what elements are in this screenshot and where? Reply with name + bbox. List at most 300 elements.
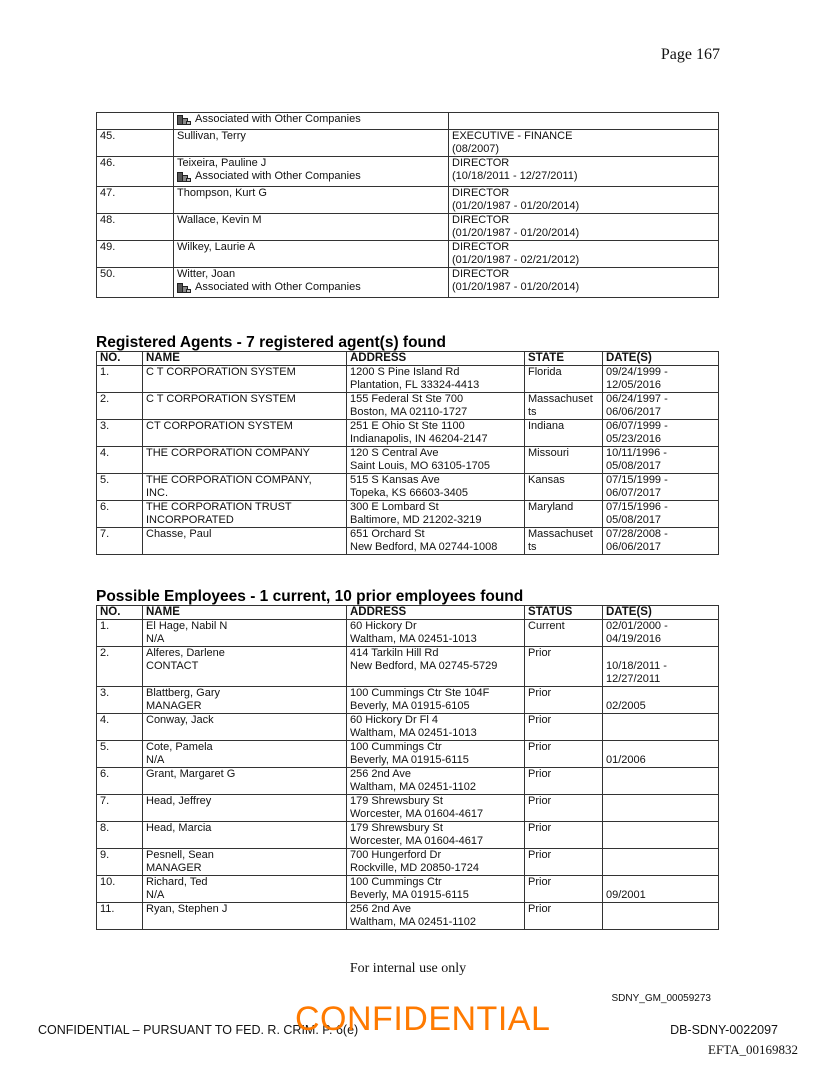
agent-name [143,474,347,501]
employee-name-line: Richard, Ted [146,876,208,888]
employee-status [525,876,603,903]
employee-number-text: 11. [100,903,115,915]
associated-companies-link[interactable] [177,113,361,126]
employee-date-line2 [606,862,715,875]
employee-date-line1 [606,647,715,660]
employee-number [97,768,143,795]
employee-dates [603,714,719,741]
employee-number [97,795,143,822]
agent-dates [603,366,719,393]
agent-state [525,393,603,420]
employee-status [525,714,603,741]
agent-state-line1: Kansas [528,474,565,486]
agent-address [347,474,525,501]
agent-date-end: 05/08/2017 [606,460,662,472]
employee-status-text: Current [528,620,565,632]
employee-status-text: Prior [528,822,552,834]
employee-number-text: 10. [100,876,116,888]
employee-address-line2: Beverly, MA 01915-6115 [350,754,469,766]
employee-date-line1 [606,822,715,835]
agent-address-line2: Boston, MA 02110-1727 [350,406,468,418]
employee-name-line: Head, Jeffrey [146,795,212,807]
employee-role-line [146,781,343,794]
agent-name-line2 [146,406,343,419]
employee-dates [603,647,719,687]
director-number-text: 45. [100,130,116,142]
employee-status-text: Prior [528,795,552,807]
employee-date-line2: 09/2001 [606,889,646,901]
agent-number-text: 5. [100,474,110,486]
employee-address [347,687,525,714]
agent-dates [603,474,719,501]
agent-name-line1: C T CORPORATION SYSTEM [146,366,296,378]
employee-status [525,620,603,647]
employee-row [97,687,719,714]
director-name: Sullivan, Terry [177,130,246,142]
agent-dates [603,501,719,528]
employee-name [143,741,347,768]
possible-employees-table [96,605,719,930]
employee-address-line2: Worcester, MA 01604-4617 [350,808,484,820]
employee-row [97,903,719,930]
director-title: EXECUTIVE - FINANCE [452,130,573,142]
employee-address [347,647,525,687]
agent-state-line2 [528,433,599,446]
agent-state [525,501,603,528]
employee-address-line2: Waltham, MA 02451-1013 [350,727,477,739]
employee-number [97,647,143,687]
director-number-text: 48. [100,214,116,226]
employee-row [97,620,719,647]
employee-date-line3: 12/27/2011 [606,673,661,685]
employee-dates [603,849,719,876]
director-title: DIRECTOR [452,187,510,199]
employee-address-line2: Beverly, MA 01915-6105 [350,700,470,712]
associated-companies-link[interactable] [177,281,361,294]
agent-date-end: 06/06/2017 [606,406,662,418]
director-name: Wallace, Kevin M [177,214,262,226]
agent-address [347,501,525,528]
employee-date-line2 [606,727,715,740]
agent-address-line1: 515 S Kansas Ave [350,474,440,486]
director-name-cell [174,241,449,268]
employee-number [97,714,143,741]
agent-state-line2 [528,379,599,392]
employee-role-line: N/A [146,754,165,766]
employee-status [525,822,603,849]
director-number [97,268,174,298]
director-dates: (01/20/1987 - 01/20/2014) [452,281,580,293]
employee-status [525,647,603,687]
director-name-cell [174,113,449,130]
agent-name-line1: THE CORPORATION COMPANY [146,447,310,459]
director-dates: (01/20/1987 - 01/20/2014) [452,200,580,212]
employee-name [143,768,347,795]
director-title-cell [449,113,719,130]
agent-name [143,447,347,474]
agent-address-line2: Topeka, KS 66603-3405 [350,487,469,499]
agents-col-dates: DATE(S) [603,352,719,366]
agent-name-line1: THE CORPORATION COMPANY, [146,474,312,486]
director-title: DIRECTOR [452,241,510,253]
employee-number-text: 6. [100,768,110,780]
agent-address-line1: 651 Orchard St [350,528,425,540]
agent-number [97,366,143,393]
employee-number [97,876,143,903]
employee-status-text: Prior [528,647,552,659]
employee-name-line: Cote, Pamela [146,741,213,753]
employee-address-line1: 179 Shrewsbury St [350,822,443,834]
director-title: DIRECTOR [452,214,510,226]
employee-number-text: 8. [100,822,110,834]
employee-number [97,741,143,768]
associated-companies-label: Associated with Other Companies [195,170,361,182]
agent-number-text: 3. [100,420,110,432]
employee-address [347,903,525,930]
agent-name-line1: THE CORPORATION TRUST [146,501,292,513]
employee-date-line1 [606,876,715,889]
employee-name-line: Ryan, Stephen J [146,903,228,915]
employee-number [97,620,143,647]
employee-date-line2 [606,808,715,821]
employee-name [143,822,347,849]
agent-name-line2 [146,460,343,473]
director-number [97,214,174,241]
employee-role-line [146,727,343,740]
agent-date-end: 05/08/2017 [606,514,662,526]
employee-status-text: Prior [528,741,552,753]
agent-name-line1: Chasse, Paul [146,528,212,540]
employee-role-line: N/A [146,633,165,645]
director-title-cell [449,187,719,214]
employees-col-address: ADDRESS [347,606,525,620]
employee-date-line2: 10/18/2011 - [606,660,667,672]
employee-dates [603,768,719,795]
agent-dates [603,393,719,420]
employee-status [525,741,603,768]
employee-status-text: Prior [528,768,552,780]
director-title: DIRECTOR [452,268,510,280]
employee-status [525,687,603,714]
agent-date-start: 09/24/1999 - [606,366,668,378]
agent-state [525,447,603,474]
employee-address-line2: Waltham, MA 02451-1102 [350,781,476,793]
director-number [97,157,174,187]
internal-use-notice: For internal use only [349,961,467,976]
agent-address-line1: 1200 S Pine Island Rd [350,366,460,378]
employee-number-text: 9. [100,849,110,861]
employee-name-line: Blattberg, Gary [146,687,220,699]
agent-number-text: 4. [100,447,110,459]
agent-row [97,474,719,501]
agent-address [347,447,525,474]
agent-name-line2: INC. [146,487,168,499]
employee-date-line1 [606,741,715,754]
employee-name-line: Alferes, Darlene [146,647,225,659]
director-name-cell [174,214,449,241]
employee-name-line: Conway, Jack [146,714,214,726]
employee-address-line2: Beverly, MA 01915-6115 [350,889,469,901]
agent-address-line2: Saint Louis, MO 63105-1705 [350,460,491,472]
employee-dates [603,822,719,849]
agent-number [97,420,143,447]
agent-name [143,501,347,528]
agent-state-line1: Massachuset [528,393,593,405]
employee-row [97,849,719,876]
employee-status-text: Prior [528,849,552,861]
agent-address-line2: Indianapolis, IN 46204-2147 [350,433,488,445]
director-dates: (01/20/1987 - 01/20/2014) [452,227,580,239]
employee-dates [603,903,719,930]
employee-role-line: N/A [146,889,165,901]
employee-row [97,768,719,795]
agent-row [97,501,719,528]
agent-date-end: 06/06/2017 [606,541,662,553]
employee-date-line1 [606,768,715,781]
agent-address-line2: New Bedford, MA 02744-1008 [350,541,498,553]
employee-number [97,849,143,876]
employee-row [97,741,719,768]
employee-name [143,620,347,647]
employee-name-line: Head, Marcia [146,822,212,834]
bates-sdny-gm: SDNY_GM_00059273 [611,993,711,1004]
agent-number [97,447,143,474]
agents-col-no: NO. [97,352,143,366]
employee-dates [603,687,719,714]
director-number-text [100,113,170,126]
director-name-cell [174,268,449,298]
director-number [97,130,174,157]
employee-address-line1: 60 Hickory Dr Fl 4 [350,714,439,726]
director-row [97,241,719,268]
buildings-icon [177,282,191,293]
employee-row [97,647,719,687]
employee-date-line1 [606,687,715,700]
agent-number [97,393,143,420]
buildings-icon [177,171,191,182]
buildings-icon [177,114,191,125]
agent-state-line1: Missouri [528,447,569,459]
employee-date-line1 [606,714,715,727]
employee-date-line1: 02/01/2000 - [606,620,668,632]
employee-address [347,620,525,647]
agent-dates [603,420,719,447]
agent-date-start: 06/07/1999 - [606,420,668,432]
agent-row [97,366,719,393]
employee-status-text: Prior [528,876,552,888]
agent-address-line1: 300 E Lombard St [350,501,439,513]
agent-state-line2 [528,460,599,473]
employee-status [525,768,603,795]
employee-name-line: Pesnell, Sean [146,849,214,861]
director-title-cell [449,268,719,298]
director-dates: (10/18/2011 - 12/27/2011) [452,170,578,182]
employee-row [97,714,719,741]
agent-number [97,501,143,528]
agent-state-line1: Maryland [528,501,574,513]
employee-name [143,647,347,687]
employee-dates [603,795,719,822]
agent-name [143,393,347,420]
employee-address-line1: 414 Tarkiln Hill Rd [350,647,439,659]
director-row [97,214,719,241]
employee-address-line1: 60 Hickory Dr [350,620,417,632]
employee-role-line [146,835,343,848]
employee-address-line2: Rockville, MD 20850-1724 [350,862,480,874]
agent-name [143,528,347,555]
agent-row [97,420,719,447]
director-name: Wilkey, Laurie A [177,241,256,253]
agent-address [347,393,525,420]
agent-number [97,474,143,501]
employee-role-line: MANAGER [146,862,202,874]
director-dates: (01/20/1987 - 02/21/2012) [452,254,580,266]
registered-agents-table [96,351,719,555]
employee-number-text: 2. [100,647,110,659]
agent-address-line1: 251 E Ohio St Ste 1100 [350,420,465,432]
director-name-cell [174,130,449,157]
employee-number-text: 5. [100,741,110,753]
agent-state [525,366,603,393]
employee-address [347,849,525,876]
agent-row [97,528,719,555]
employee-address [347,795,525,822]
agent-date-start: 07/15/1999 - [606,474,668,486]
employee-status-text: Prior [528,687,552,699]
agent-address-line1: 120 S Central Ave [350,447,439,459]
employee-date-line1 [606,795,715,808]
employee-number [97,687,143,714]
director-number-text: 49. [100,241,116,253]
agents-col-name: NAME [143,352,347,366]
agent-address [347,420,525,447]
director-number [97,187,174,214]
agent-dates [603,528,719,555]
director-number-text: 50. [100,268,116,280]
agents-col-state: STATE [525,352,603,366]
agent-name-line2 [146,379,343,392]
agent-date-end: 05/23/2016 [606,433,662,445]
agent-state-line1: Indiana [528,420,565,432]
agent-state [525,420,603,447]
agent-number-text: 1. [100,366,110,378]
director-name-cell [174,157,449,187]
agent-number-text: 7. [100,528,110,540]
employee-date-line2 [606,781,715,794]
director-title-cell [449,214,719,241]
agent-name-line1: CT CORPORATION SYSTEM [146,420,293,432]
employee-address-line2: Waltham, MA 02451-1102 [350,916,476,928]
employee-dates [603,741,719,768]
director-name-cell [174,187,449,214]
page-number: Page 167 [660,46,720,63]
employee-role-line [146,808,343,821]
employee-number [97,822,143,849]
employee-address-line2: Waltham, MA 02451-1013 [350,633,477,645]
agent-address-line2: Baltimore, MD 21202-3219 [350,514,482,526]
employee-name [143,876,347,903]
employee-address [347,822,525,849]
director-number [97,241,174,268]
employees-col-name: NAME [143,606,347,620]
efta-number: EFTA_00169832 [708,1042,798,1057]
agent-state-line2: ts [528,541,537,553]
employee-address-line1: 256 2nd Ave [350,768,411,780]
employee-address-line1: 100 Cummings Ctr [350,876,442,888]
director-row [97,157,719,187]
agent-address [347,366,525,393]
bates-db-sdny: DB-SDNY-0022097 [670,1023,778,1037]
employee-date-line2: 04/19/2016 [606,633,662,645]
employee-name [143,849,347,876]
director-title-cell [449,157,719,187]
agent-state-line1: Florida [528,366,562,378]
employee-address-line2: Worcester, MA 01604-4617 [350,835,484,847]
agents-col-address: ADDRESS [347,352,525,366]
agent-number-text: 6. [100,501,110,513]
agent-state-line1: Massachuset [528,528,593,540]
director-row [97,187,719,214]
employee-role-line [146,916,343,929]
employee-date-line1 [606,849,715,862]
employee-name [143,903,347,930]
agent-state [525,474,603,501]
employee-date-line2: 02/2005 [606,700,646,712]
employee-address [347,741,525,768]
employee-address-line2: New Bedford, MA 02745-5729 [350,660,498,672]
agent-number-text: 2. [100,393,110,405]
associated-companies-link[interactable] [177,170,361,183]
director-number-text: 46. [100,157,116,169]
agent-address-line2: Plantation, FL 33324-4413 [350,379,480,391]
employee-name [143,795,347,822]
director-title-cell [449,130,719,157]
employee-status [525,903,603,930]
agent-date-start: 06/24/1997 - [606,393,668,405]
agent-name-line2 [146,541,343,554]
employee-address [347,768,525,795]
employee-dates [603,620,719,647]
director-name: Teixeira, Pauline J [177,157,267,169]
employees-col-status: STATUS [525,606,603,620]
director-title-cell [449,241,719,268]
employee-number-text: 4. [100,714,110,726]
agent-name-line1: C T CORPORATION SYSTEM [146,393,296,405]
employee-role-line: MANAGER [146,700,202,712]
associated-companies-label: Associated with Other Companies [195,113,361,125]
agent-name [143,366,347,393]
employee-row [97,876,719,903]
directors-table [96,112,719,298]
employee-address [347,876,525,903]
agent-address [347,528,525,555]
employee-number-text: 3. [100,687,110,699]
director-number [97,113,174,130]
employees-col-no: NO. [97,606,143,620]
employee-status-text: Prior [528,903,552,915]
director-row [97,113,719,130]
employee-address-line1: 100 Cummings Ctr Ste 104F [350,687,490,699]
agent-date-start: 10/11/1996 - [606,447,667,459]
agent-date-end: 06/07/2017 [606,487,662,499]
agent-name [143,420,347,447]
employee-address-line1: 179 Shrewsbury St [350,795,443,807]
director-name: Witter, Joan [177,268,236,280]
employee-status [525,795,603,822]
employee-date-line1 [606,903,715,916]
employee-address-line1: 100 Cummings Ctr [350,741,442,753]
director-title: DIRECTOR [452,157,510,169]
